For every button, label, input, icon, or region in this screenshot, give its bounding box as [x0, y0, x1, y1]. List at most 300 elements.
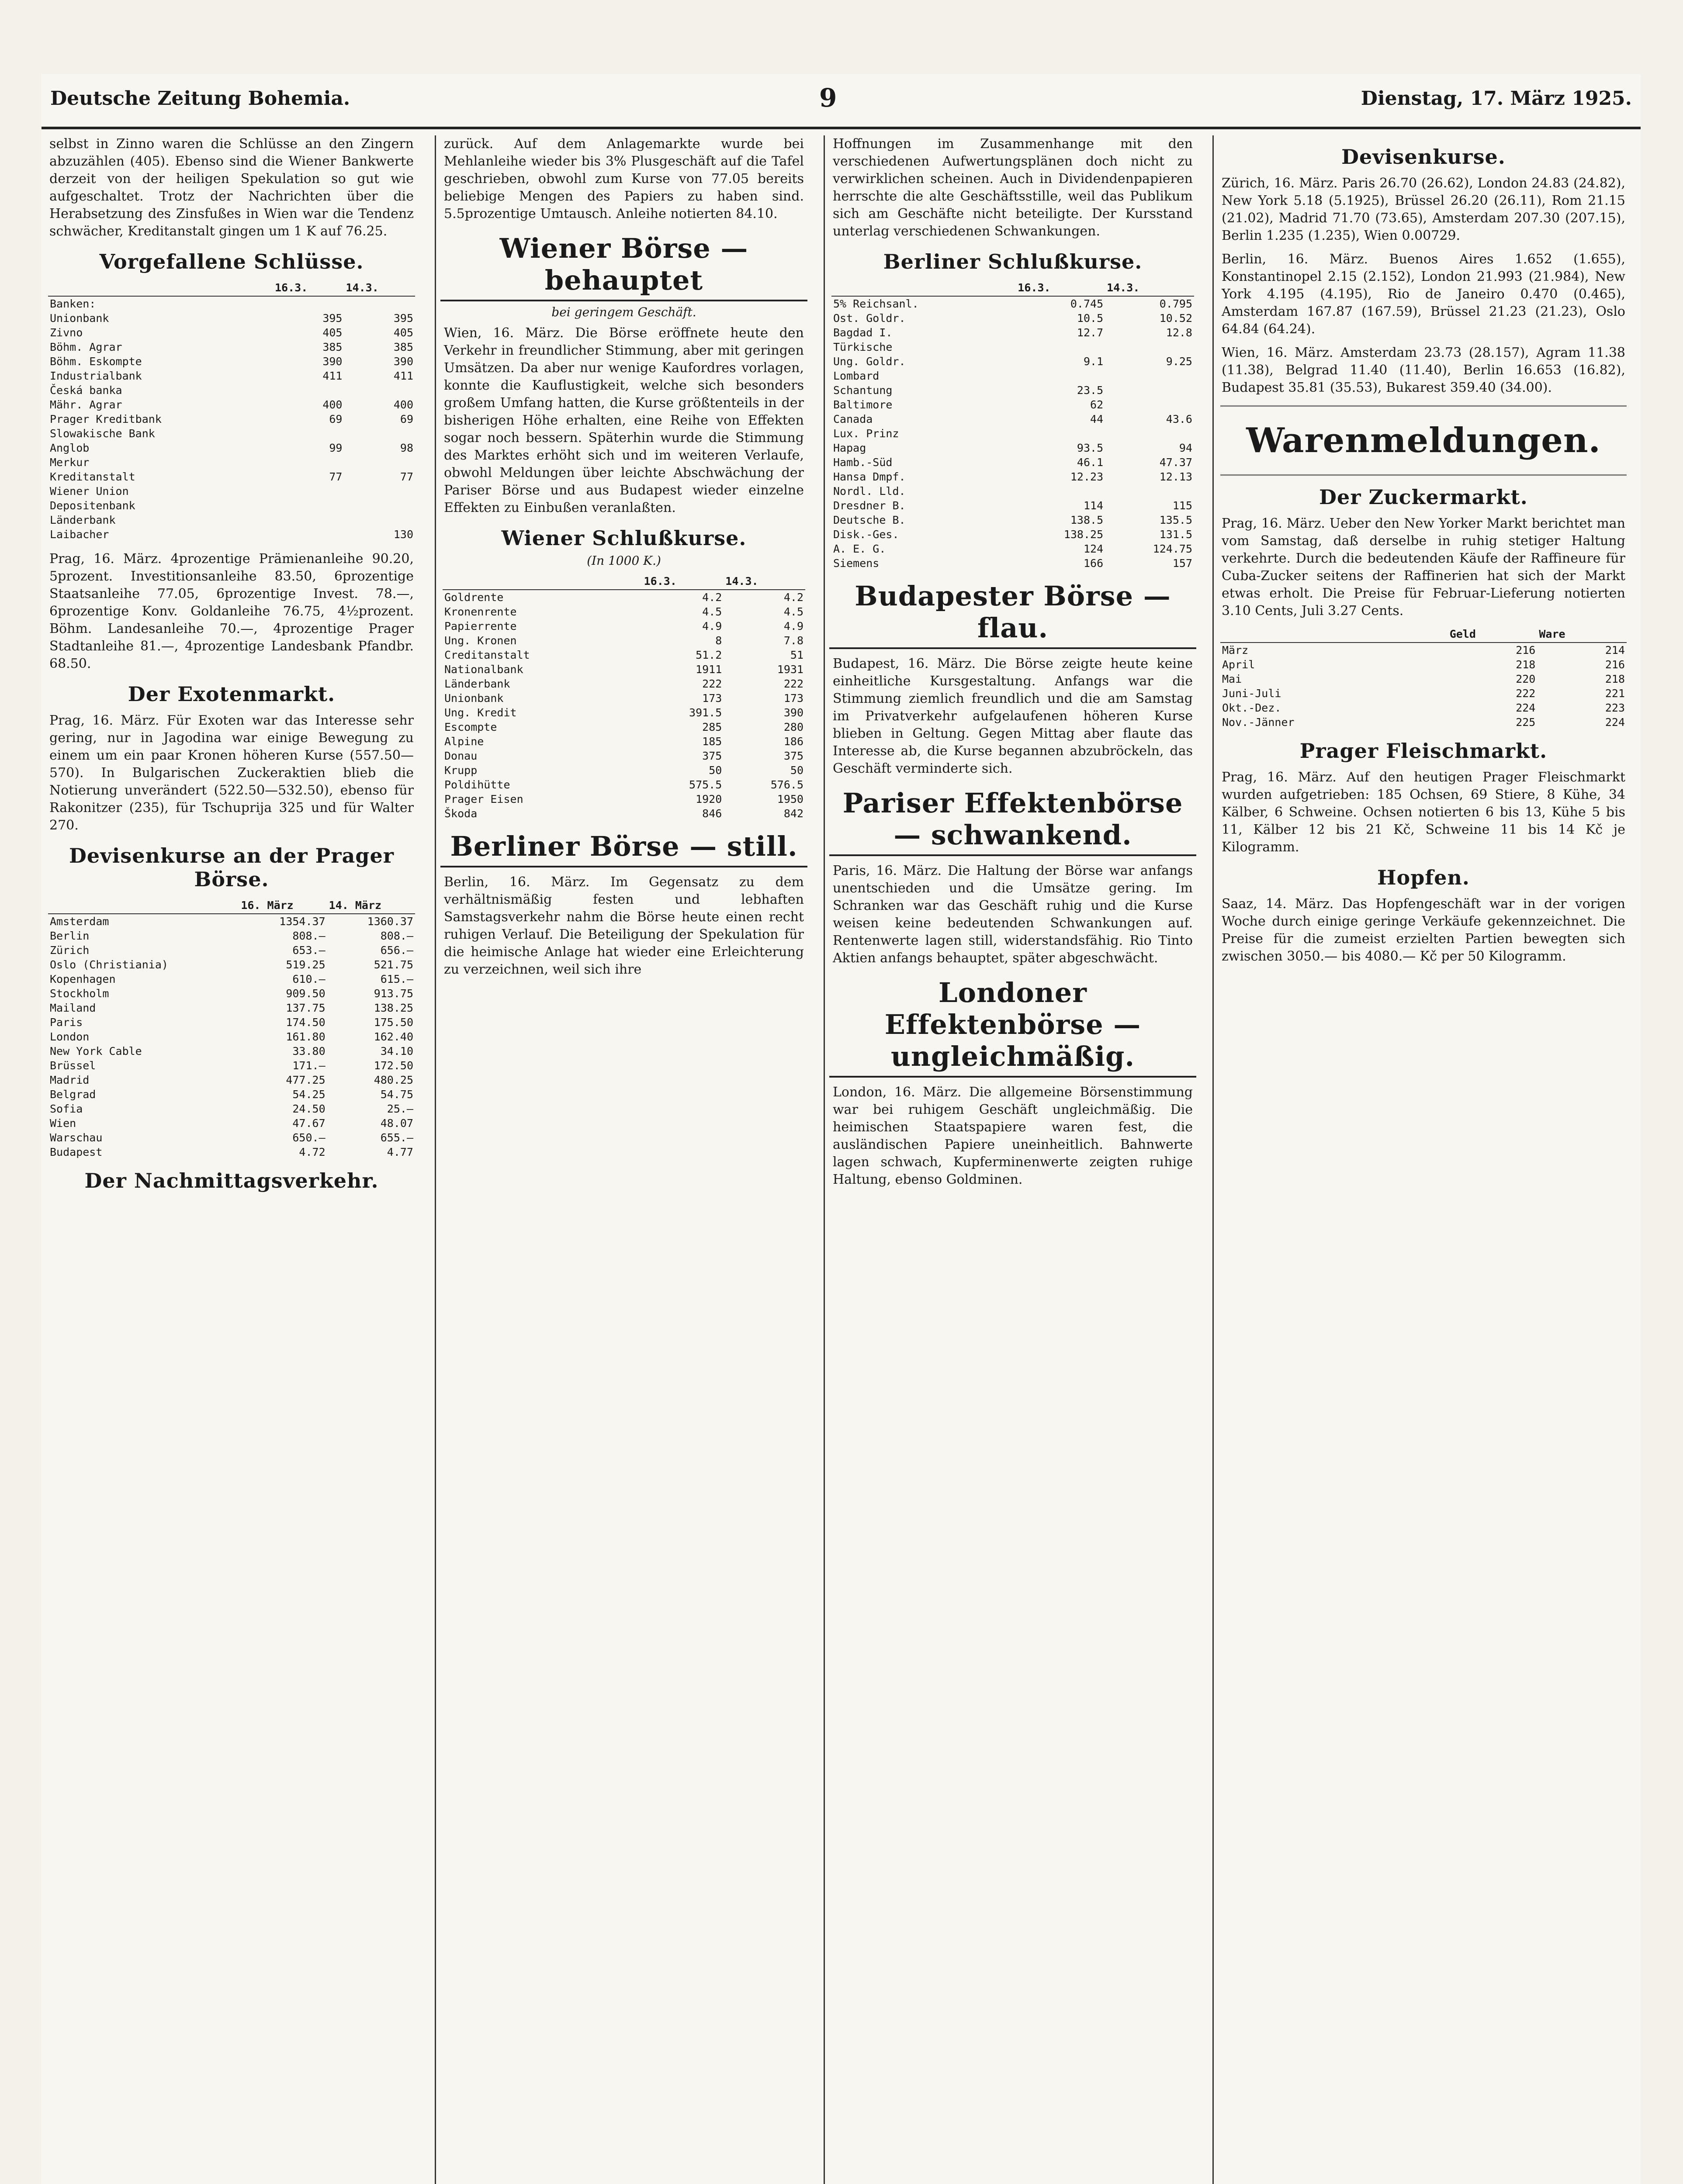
security-name: Banken:: [50, 297, 96, 310]
quote-value: 9.1: [1083, 355, 1104, 368]
table-row: [831, 527, 1194, 542]
quote-value: 54.75: [380, 1088, 413, 1101]
table-row: [443, 734, 805, 749]
quote-value: 175.50: [374, 1016, 413, 1029]
quote-value: 610.—: [292, 973, 326, 985]
table-row: [443, 806, 805, 821]
section-heading: Der Zuckermarkt.: [1319, 485, 1528, 509]
table-row: [443, 633, 805, 648]
quote-value: [1105, 383, 1194, 397]
quote-value: 223: [1605, 702, 1625, 714]
security-name: Hansa Dmpf.: [833, 470, 906, 483]
table-row: [1220, 657, 1627, 672]
security-name: Escompte: [444, 721, 497, 733]
article-text: Prag, 16. März. Auf den heutigen Prager Fleischmarkt wurden aufgetrieben: 185 Ochsen, 69 Stiere, 8 Kühe, 34 Kälber, 6 Schweine. Ochsen notierten 6 bis 13, Kühe 5 bis 11, Kälber 12 bis 21 Kč, Schweine 11 bis 14 Kč je Kilogramm.: [1222, 770, 1625, 855]
table-row: [831, 470, 1194, 484]
security-name: Stockholm: [50, 987, 109, 1000]
quote-value: 135.5: [1159, 514, 1192, 526]
table-row: [831, 383, 1194, 397]
section-heading: Berliner Schlußkurse.: [883, 250, 1143, 273]
column-header: [831, 280, 1016, 296]
security-name: Länderbank: [444, 677, 510, 690]
table-row: [48, 929, 415, 943]
table-row: [48, 397, 415, 412]
section-heading: Pariser Effektenbörse — schwankend.: [829, 787, 1196, 856]
quote-value: [1016, 340, 1105, 354]
table-row: [443, 763, 805, 778]
quote-value: 390: [322, 355, 343, 368]
security-name: Anglob: [50, 442, 90, 454]
warenmeldungen-banner: [1220, 405, 1627, 476]
security-name: Siemens: [833, 557, 880, 570]
quote-value: [273, 426, 344, 441]
quote-value: 77: [400, 470, 413, 483]
quote-value: 124: [1083, 543, 1104, 555]
quote-value: 225: [1516, 716, 1536, 729]
quote-value: 1931: [777, 663, 803, 676]
table-row: [48, 354, 415, 369]
security-name: Zürich: [50, 944, 90, 957]
table-row: [48, 325, 415, 340]
quote-value: 519.25: [286, 958, 326, 971]
issue-date: Dienstag, 17. März 1925.: [1361, 87, 1632, 110]
table-row: [831, 354, 1194, 369]
quote-value: [1105, 369, 1194, 383]
quote-value: 216: [1605, 658, 1625, 671]
table-row: [831, 397, 1194, 412]
security-name: Nordl. Lld.: [833, 485, 906, 498]
table-row: [48, 1116, 415, 1130]
security-name: Depositenbank: [50, 499, 135, 512]
quote-value: 47.37: [1159, 456, 1192, 469]
security-name: Mailand: [50, 1002, 96, 1014]
security-name: Kopenhagen: [50, 973, 116, 985]
article-text: Zürich, 16. März. Paris 26.70 (26.62), London 24.83 (24.82), New York 5.18 (5.1925), Brüssel 26.20 (26.11), Rom 21.15 (21.02), Madrid 71.70 (73.65), Amsterdam 207.30 (207.15), Berlin 1.235 (1.235), Wien 0.00729.: [1222, 176, 1625, 243]
quote-value: 115: [1172, 499, 1192, 512]
column-header: Geld: [1448, 626, 1538, 643]
quote-value: 0.795: [1159, 297, 1192, 310]
section-subheading: (In 1000 K.): [587, 553, 661, 568]
table-row: [443, 691, 805, 705]
table-row: [48, 441, 415, 455]
security-name: Lombard: [833, 370, 880, 382]
quote-value: 7.8: [783, 634, 803, 647]
quote-value: 400: [322, 398, 343, 411]
article-text: Wien, 16. März. Die Börse eröffnete heute den Verkehr in freundlicher Stimmung, aber mit geringen Umsätzen. Da aber nur wenige Kaufordres vorlagen, konnte die Kauflustigkeit, welche sich besonders großem Umfang hatten, die Kurse größtenteils in der bisherigen Höhe erhalten, eine Reihe von Effekten sogar noch bessern. Späterhin wurde die Stimmung des Marktes erhöht sich und im weiteren Verlaufe, obwohl Meldungen über leichte Abschwächung der Pariser Börse und aus Budapest wieder einzelne Effekten zu Einbußen veranlaßten.: [444, 325, 804, 515]
security-name: Česká banka: [50, 384, 122, 397]
section-heading: Berliner Börse — still.: [440, 830, 807, 867]
devisen-table: [48, 897, 415, 1159]
security-name: Kreditanstalt: [50, 470, 135, 483]
quote-value: 385: [393, 341, 413, 353]
article-text: Prag, 16. März. Für Exoten war das Interesse sehr gering, nur in Jagodina war einige Bewegung zu einem um ein paar Kronen höheren Kurse (557.50—570). In Bulgarischen Zuckeraktien blieb die Notierung unverändert (522.50—532.50), ebenso für Rakonitzer (235), für Tschuprija 325 und für Walter 270.: [49, 713, 414, 833]
table-row: [831, 498, 1194, 513]
quote-value: 174.50: [286, 1016, 326, 1029]
berliner-schlusskurse-table: [831, 280, 1194, 570]
table-row: [48, 1015, 415, 1030]
column-3: [824, 135, 1201, 2184]
quote-value: 655.—: [380, 1131, 413, 1144]
security-name: Hamb.-Süd: [833, 456, 893, 469]
table-row: [831, 369, 1194, 383]
table-row: [831, 513, 1194, 527]
section-heading: Devisenkurse.: [1341, 145, 1506, 169]
table-row: [1220, 643, 1627, 657]
security-name: 5% Reichsanl.: [833, 297, 919, 310]
table-row: [443, 619, 805, 633]
quote-value: 10.52: [1159, 312, 1192, 325]
quote-value: 24.50: [292, 1102, 326, 1115]
security-name: Ost. Goldr.: [833, 312, 906, 325]
quote-value: 222: [1516, 687, 1536, 700]
quote-value: 172.50: [374, 1059, 413, 1072]
table-row: [48, 498, 415, 513]
table-row: [1220, 701, 1627, 715]
quote-value: 653.—: [292, 944, 326, 957]
section-heading: Budapester Börse — flau.: [829, 580, 1196, 649]
quote-value: [273, 498, 344, 513]
article-text: selbst in Zinno waren die Schlüsse an den Zingern abzuzählen (405). Ebenso sind die Wiener Bankwerte derzeit von der heiligen Spekulation so gut wie aufgeschaltet. Trotz der Nachrichten über die Herabsetzung des Zinsfußes in Wien war die Tendenz schwächer, Kreditanstalt gingen um 1 K auf 76.25.: [49, 136, 414, 239]
column-header: 16. März: [239, 897, 327, 914]
table-row: [48, 1058, 415, 1073]
security-name: Nov.-Jänner: [1222, 716, 1295, 729]
security-name: Zivno: [50, 326, 83, 339]
quote-value: 124.75: [1153, 543, 1192, 555]
table-row: [48, 1102, 415, 1116]
column-header: [1220, 626, 1448, 643]
quote-value: 50: [790, 764, 803, 777]
security-name: Okt.-Dez.: [1222, 702, 1281, 714]
security-name: Unionbank: [444, 692, 504, 705]
quote-value: 0.745: [1070, 297, 1104, 310]
quote-value: 390: [783, 706, 803, 719]
security-name: Böhm. Agrar: [50, 341, 122, 353]
security-name: Sofia: [50, 1102, 83, 1115]
table-header-row: [48, 897, 415, 914]
security-name: Papierrente: [444, 620, 517, 632]
table-row: [48, 943, 415, 957]
table-row: [48, 470, 415, 484]
quote-value: 48.07: [380, 1117, 413, 1130]
section-heading: Hopfen.: [1377, 866, 1470, 889]
quote-value: 808.—: [380, 930, 413, 942]
table-row: [48, 1130, 415, 1145]
quote-value: 138.5: [1070, 514, 1104, 526]
quote-value: 615.—: [380, 973, 413, 985]
security-name: Amsterdam: [50, 915, 109, 928]
quote-value: 216: [1516, 644, 1536, 657]
table-row: [443, 705, 805, 720]
quote-value: 221: [1605, 687, 1625, 700]
zucker-table: [1220, 626, 1627, 729]
quote-value: 173: [702, 692, 722, 705]
wiener-schlusskurse-table: [443, 573, 805, 821]
section-heading: Londoner Effektenbörse — ungleichmäßig.: [829, 977, 1196, 1078]
quote-value: [344, 296, 415, 311]
column-header: 14. März: [327, 897, 415, 914]
section-heading: Prager Fleischmarkt.: [1299, 739, 1548, 763]
schluesse-table: [48, 280, 415, 542]
quote-value: 69: [329, 413, 343, 425]
table-row: [443, 605, 805, 619]
table-row: [443, 792, 805, 806]
quote-value: 171.—: [292, 1059, 326, 1072]
security-name: Türkische: [833, 341, 893, 353]
quote-value: 4.5: [783, 605, 803, 618]
quote-value: 909.50: [286, 987, 326, 1000]
quote-value: 51.2: [696, 649, 722, 661]
quote-value: 130: [393, 528, 413, 541]
quote-value: 54.25: [292, 1088, 326, 1101]
column-header: [48, 897, 239, 914]
quote-value: 8: [715, 634, 722, 647]
quote-value: 808.—: [292, 930, 326, 942]
security-name: Alpine: [444, 735, 484, 748]
quote-value: 480.25: [374, 1074, 413, 1086]
security-name: London: [50, 1030, 90, 1043]
quote-value: 51: [790, 649, 803, 661]
quote-value: 44: [1090, 413, 1104, 425]
article-text: Hoffnungen im Zusammenhange mit den verschiedenen Aufwertungsplänen doch nicht zu verwirklichen scheinen. Auch in Dividendenpapieren herrschte die alte Geschäftsstille, weil das Publikum sich am Geschäfte nicht beteiligte. Der Kursstand unterlag verschiedenen Schwankungen.: [833, 136, 1193, 239]
quote-value: 138.25: [374, 1002, 413, 1014]
security-name: Ung. Kredit: [444, 706, 517, 719]
table-row: [48, 1145, 415, 1159]
table-row: [831, 296, 1194, 311]
quote-value: 62: [1090, 398, 1104, 411]
column-header: 14.3.: [724, 573, 805, 590]
quote-value: 138.25: [1063, 528, 1104, 541]
table-row: [443, 778, 805, 792]
table-row: [443, 648, 805, 662]
section-heading: Warenmeldungen.: [1246, 421, 1601, 460]
quote-value: [344, 498, 415, 513]
quote-value: 846: [702, 807, 722, 820]
security-name: Berlin: [50, 930, 90, 942]
quote-value: [344, 455, 415, 470]
quote-value: 222: [702, 677, 722, 690]
quote-value: 650.—: [292, 1131, 326, 1144]
security-name: Mähr. Agrar: [50, 398, 122, 411]
security-name: Industrialbank: [50, 370, 142, 382]
security-name: Kronenrente: [444, 605, 517, 618]
security-name: Škoda: [444, 807, 478, 820]
security-name: Laibacher: [50, 528, 109, 541]
quote-value: 842: [783, 807, 803, 820]
quote-value: [1105, 397, 1194, 412]
column-1: [42, 135, 422, 2184]
quote-value: 33.80: [292, 1045, 326, 1057]
security-name: Bagdad I.: [833, 326, 893, 339]
table-row: [443, 590, 805, 605]
quote-value: 43.6: [1166, 413, 1192, 425]
security-name: Schantung: [833, 384, 893, 397]
article-text: Berlin, 16. März. Buenos Aires 1.652 (1.655), Konstantinopel 2.15 (2.152), London 21.993 (21.984), New York 4.195 (4.195), Rio de Janeiro 0.470 (0.465), Amsterdam 167.87 (167.59), Brüssel 21.23 (21.23), Oslo 64.84 (64.24).: [1222, 252, 1625, 337]
quote-value: 12.7: [1077, 326, 1104, 339]
quote-value: 4.9: [783, 620, 803, 632]
security-name: Unionbank: [50, 312, 109, 325]
section-heading: Devisenkurse an der Prager Börse.: [69, 844, 394, 891]
quote-value: 1354.37: [279, 915, 326, 928]
quote-value: 224: [1516, 702, 1536, 714]
quote-value: 69: [400, 413, 413, 425]
quote-value: 185: [702, 735, 722, 748]
quote-value: 9.25: [1166, 355, 1192, 368]
quote-value: 913.75: [374, 987, 413, 1000]
quote-value: [344, 513, 415, 527]
quote-value: 4.77: [387, 1146, 413, 1158]
column-header: 14.3.: [1105, 280, 1194, 296]
page-header: [42, 74, 1641, 129]
security-name: Merkur: [50, 456, 90, 469]
column-header: [48, 280, 273, 296]
quote-value: 131.5: [1159, 528, 1192, 541]
quote-value: 99: [329, 442, 343, 454]
table-row: [48, 914, 415, 929]
quote-value: 46.1: [1077, 456, 1104, 469]
quote-value: 375: [783, 750, 803, 762]
quote-value: 77: [329, 470, 343, 483]
article-text: Prag, 16. März. 4prozentige Prämienanleihe 90.20, 5prozent. Investitionsanleihe 83.50, 6prozentige Staatsanleihe 77.05, 6prozentige Invest. 78.—, 6prozentige Konv. Goldanleihe 76.75, 4½prozent. Böhm. Landesanleihe 70.—, 4prozentige Prager Stadtanleihe 81.—, 4prozentige Landesbank Pfandbr. 68.50.: [49, 551, 414, 671]
quote-value: 477.25: [286, 1074, 326, 1086]
table-row: [831, 455, 1194, 470]
security-name: Budapest: [50, 1146, 103, 1158]
table-row: [831, 412, 1194, 426]
security-name: Ung. Kronen: [444, 634, 517, 647]
table-row: [48, 1030, 415, 1044]
security-name: Nationalbank: [444, 663, 523, 676]
table-row: [831, 325, 1194, 340]
table-row: [443, 749, 805, 763]
quote-value: 1920: [696, 793, 722, 805]
section-heading: Der Nachmittagsverkehr.: [84, 1169, 379, 1192]
quote-value: 222: [783, 677, 803, 690]
quote-value: [273, 296, 344, 311]
table-row: [443, 662, 805, 677]
quote-value: 34.10: [380, 1045, 413, 1057]
quote-value: 162.40: [374, 1030, 413, 1043]
security-name: Warschau: [50, 1131, 103, 1144]
table-row: [48, 513, 415, 527]
table-row: [48, 340, 415, 354]
security-name: März: [1222, 644, 1249, 657]
quote-value: [344, 426, 415, 441]
column-header: 14.3.: [344, 280, 415, 296]
security-name: Hapag: [833, 442, 866, 454]
table-row: [48, 296, 415, 311]
quote-value: 280: [783, 721, 803, 733]
table-row: [48, 972, 415, 986]
section-subheading: bei geringem Geschäft.: [551, 305, 696, 319]
security-name: Deutsche B.: [833, 514, 906, 526]
table-row: [48, 986, 415, 1001]
security-name: Goldrente: [444, 591, 504, 604]
security-name: Juni-Juli: [1222, 687, 1281, 700]
security-name: Poldihütte: [444, 778, 510, 791]
article-text: Paris, 16. März. Die Haltung der Börse war anfangs unentschieden und die Umsätze gering. Im Schranken war das Geschäft ruhig und die Kurse weisen keine bedeutenden Schwankungen auf. Rentenwerte lagen still, widerstandsfähig. Rio Tinto Aktien anfangs behauptet, später abgeschwächt.: [833, 863, 1193, 966]
quote-value: 395: [322, 312, 343, 325]
quote-value: 575.5: [689, 778, 722, 791]
quote-value: 157: [1172, 557, 1192, 570]
quote-value: 12.8: [1166, 326, 1192, 339]
quote-value: 12.13: [1159, 470, 1192, 483]
quote-value: [273, 455, 344, 470]
table-row: [48, 1001, 415, 1015]
table-row: [48, 369, 415, 383]
quote-value: [344, 484, 415, 498]
column-header: 16.3.: [642, 573, 724, 590]
table-row: [48, 527, 415, 542]
section-heading: Wiener Schlußkurse.: [501, 526, 747, 550]
quote-value: 395: [393, 312, 413, 325]
table-row: [48, 1044, 415, 1058]
security-name: Prager Kreditbank: [50, 413, 162, 425]
security-name: Paris: [50, 1016, 83, 1029]
table-row: [48, 412, 415, 426]
quote-value: 521.75: [374, 958, 413, 971]
quote-value: 405: [322, 326, 343, 339]
security-name: Krupp: [444, 764, 478, 777]
security-name: Böhm. Eskompte: [50, 355, 142, 368]
table-row: [1220, 686, 1627, 701]
quote-value: 390: [393, 355, 413, 368]
table-row: [48, 1087, 415, 1102]
table-row: [831, 426, 1194, 441]
article-text: Prag, 16. März. Ueber den New Yorker Markt berichtet man vom Samstag, daß derselbe in ruhig stetiger Haltung verkehrte. Durch die bedeutenden Käufe der Raffineure für Cuba-Zucker seitens der Raffinerien hat sich der Markt etwas erholt. Die Preise für Februar-Lieferung notierten 3.10 Cents, Juli 3.27 Cents.: [1222, 516, 1625, 619]
table-row: [48, 426, 415, 441]
security-name: Wiener Union: [50, 485, 129, 498]
paper-title: Deutsche Zeitung Bohemia.: [50, 87, 350, 110]
quote-value: 576.5: [770, 778, 803, 791]
quote-value: 411: [322, 370, 343, 382]
article-text: Saaz, 14. März. Das Hopfengeschäft war in der vorigen Woche durch einige geringe Verkäufe gekennzeichnet. Die Preise für die zumeist erzielten Partien bewegten sich zwischen 3050.— bis 4080.— Kč per 50 Kilogramm.: [1222, 896, 1625, 964]
table-row: [48, 484, 415, 498]
table-row: [831, 542, 1194, 556]
quote-value: 375: [702, 750, 722, 762]
quote-value: 1911: [696, 663, 722, 676]
quote-value: 400: [393, 398, 413, 411]
table-row: [1220, 715, 1627, 729]
security-name: Lux. Prinz: [833, 427, 899, 440]
quote-value: [273, 527, 344, 542]
table-row: [831, 484, 1194, 498]
table-row: [443, 720, 805, 734]
quote-value: 4.2: [702, 591, 722, 604]
table-row: [48, 455, 415, 470]
quote-value: 166: [1083, 557, 1104, 570]
section-heading: Der Exotenmarkt.: [128, 682, 336, 706]
quote-value: [1016, 484, 1105, 498]
table-row: [48, 1073, 415, 1087]
quote-value: [1016, 426, 1105, 441]
column-header: Ware: [1537, 626, 1627, 643]
quote-value: 4.72: [299, 1146, 326, 1158]
section-heading: Wiener Börse — behauptet: [440, 232, 807, 301]
security-name: Baltimore: [833, 398, 893, 411]
quote-value: 23.5: [1077, 384, 1104, 397]
security-name: April: [1222, 658, 1255, 671]
quote-value: 137.75: [286, 1002, 326, 1014]
table-header-row: [831, 280, 1194, 296]
quote-value: 93.5: [1077, 442, 1104, 454]
quote-value: [344, 383, 415, 397]
article-text: Budapest, 16. März. Die Börse zeigte heute keine einheitliche Kursgestaltung. Anfangs war die Stimmung ziemlich freundlich und die am Samstag im Privatverkehr aufgelaufenen höheren Kurse blieben in Geltung. Gegen Mittag aber flaute das Interesse ab, die Kurse begannen abzubröckeln, das Geschäft verminderte sich.: [833, 656, 1193, 776]
quote-value: 25.—: [387, 1102, 413, 1115]
quote-value: [1105, 426, 1194, 441]
security-name: Slowakische Bank: [50, 427, 155, 440]
quote-value: 405: [393, 326, 413, 339]
column-4: [1212, 135, 1633, 2184]
table-row: [443, 677, 805, 691]
